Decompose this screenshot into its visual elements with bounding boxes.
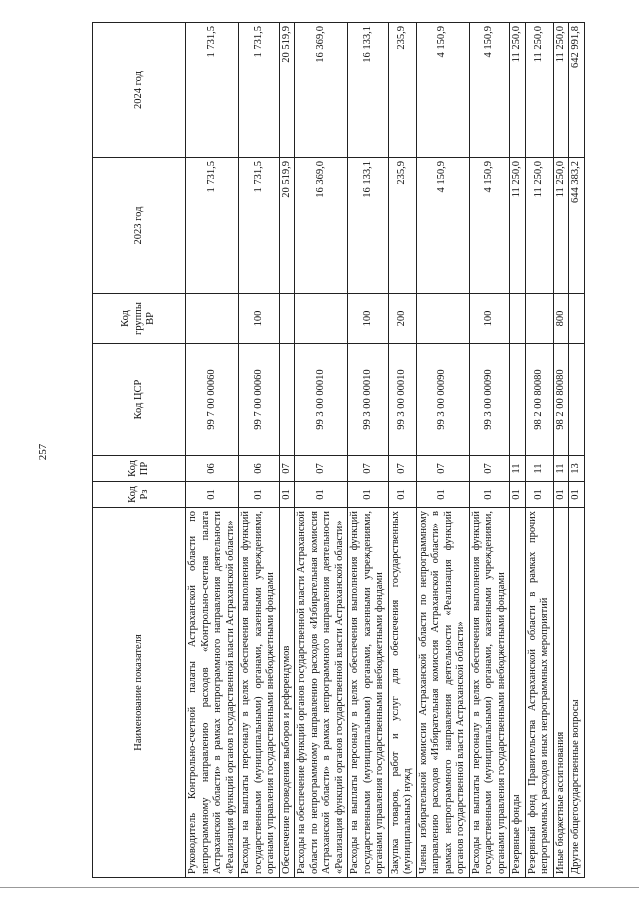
cell-name: Обеспечение проведения выборов и референдумов	[279, 508, 295, 878]
cell-y2023: 1 731,5	[239, 158, 280, 294]
table-row	[348, 23, 389, 878]
cell-y2023: 644 383,2	[569, 158, 585, 294]
cell-y2023: 20 519,9	[279, 158, 295, 294]
header-name: Наименование показателя	[93, 508, 186, 878]
cell-vr: 100	[469, 294, 510, 344]
cell-rz: 01	[553, 482, 569, 508]
cell-y2023: 4 150,9	[469, 158, 510, 294]
budget-table	[92, 22, 585, 878]
table-row	[416, 23, 469, 878]
cell-vr: 100	[348, 294, 389, 344]
cell-csr: 99 3 00 00090	[416, 344, 469, 456]
cell-name: Резервный фонд Правительства Астраханской области в рамках прочих непрограммных расходов иных непрограммных мероприятий	[525, 508, 553, 878]
cell-pr: 07	[279, 456, 295, 482]
cell-name: Руководитель Контрольно-счетной палаты Астраханской области по непрограммному направлению расходов «Контрольно-счетная палата Астраханской области» в рамках непрограммного направления деятельности «Реализация функций органов государственной власти Астраханской области»	[186, 508, 239, 878]
table-row	[186, 23, 239, 878]
cell-csr: 99 3 00 00090	[469, 344, 510, 456]
cell-csr: 98 2 00 80080	[525, 344, 553, 456]
header-vr: Код группы ВР	[93, 294, 186, 344]
cell-pr: 11	[553, 456, 569, 482]
cell-y2024: 4 150,9	[416, 23, 469, 158]
cell-csr: 99 3 00 00010	[388, 344, 416, 456]
cell-y2024: 16 369,0	[295, 23, 348, 158]
cell-csr: 99 3 00 00010	[348, 344, 389, 456]
cell-name: Резервные фонды	[510, 508, 526, 878]
cell-rz: 01	[239, 482, 280, 508]
cell-y2023: 16 369,0	[295, 158, 348, 294]
cell-rz: 01	[279, 482, 295, 508]
table-row	[569, 23, 585, 878]
cell-pr: 06	[239, 456, 280, 482]
rotated-table-container	[92, 23, 581, 878]
table-row	[388, 23, 416, 878]
cell-vr	[295, 294, 348, 344]
header-2023: 2023 год	[93, 158, 186, 294]
cell-y2023: 11 250,0	[553, 158, 569, 294]
bottom-rule	[0, 887, 639, 888]
cell-rz: 01	[416, 482, 469, 508]
cell-y2024: 11 250,0	[510, 23, 526, 158]
cell-vr	[279, 294, 295, 344]
cell-y2024: 11 250,0	[525, 23, 553, 158]
cell-csr	[569, 344, 585, 456]
cell-rz: 01	[525, 482, 553, 508]
table-row	[239, 23, 280, 878]
header-csr: Код ЦСР	[93, 344, 186, 456]
cell-pr: 07	[348, 456, 389, 482]
cell-y2024: 642 991,8	[569, 23, 585, 158]
cell-pr: 07	[388, 456, 416, 482]
cell-name: Члены избирательной комиссии Астраханской области по непрограммному направлению расходов «Избирательная комиссия Астраханской области» в рамках непрограммного направления деятельности «Реализация функций органов государственной власти Астраханской области»	[416, 508, 469, 878]
cell-rz: 01	[569, 482, 585, 508]
cell-pr: 13	[569, 456, 585, 482]
cell-vr	[525, 294, 553, 344]
cell-name: Расходы на выплаты персоналу в целях обеспечения выполнения функций государственными (муниципальными) органами, казенными учреждениями, органами управления государственными внебюджетными фондами	[348, 508, 389, 878]
header-2024: 2024 год	[93, 23, 186, 158]
cell-csr: 99 7 00 00060	[186, 344, 239, 456]
cell-rz: 01	[186, 482, 239, 508]
cell-vr: 100	[239, 294, 280, 344]
cell-y2024: 235,9	[388, 23, 416, 158]
table-row	[510, 23, 526, 878]
cell-y2024: 11 250,0	[553, 23, 569, 158]
cell-y2023: 11 250,0	[510, 158, 526, 294]
cell-rz: 01	[510, 482, 526, 508]
cell-y2024: 20 519,9	[279, 23, 295, 158]
cell-name: Расходы на выплаты персоналу в целях обеспечения выполнения функций государственными (муниципальными) органами, казенными учреждениями, органами управления государственными внебюджетными фондами	[469, 508, 510, 878]
cell-csr: 99 7 00 00060	[239, 344, 280, 456]
cell-vr	[569, 294, 585, 344]
cell-y2023: 11 250,0	[525, 158, 553, 294]
cell-y2024: 16 133,1	[348, 23, 389, 158]
header-pr: Код ПР	[93, 456, 186, 482]
cell-pr: 07	[469, 456, 510, 482]
header-rz: Код Рз	[93, 482, 186, 508]
table-row	[469, 23, 510, 878]
header-row	[93, 23, 186, 878]
cell-rz: 01	[295, 482, 348, 508]
cell-y2023: 235,9	[388, 158, 416, 294]
cell-y2023: 1 731,5	[186, 158, 239, 294]
cell-vr	[416, 294, 469, 344]
cell-name: Расходы на обеспечение функций органов государственной власти Астраханской области по непрограммному направлению расходов «Избирательная комиссия Астраханской области» в рамках непрограммного направления деятельности «Реализация функций органов государственной власти Астраханской области»	[295, 508, 348, 878]
cell-vr: 800	[553, 294, 569, 344]
cell-rz: 01	[388, 482, 416, 508]
cell-csr	[510, 344, 526, 456]
cell-vr	[510, 294, 526, 344]
cell-name: Закупка товаров, работ и услуг для обеспечения государственных (муниципальных) нужд	[388, 508, 416, 878]
cell-vr: 200	[388, 294, 416, 344]
cell-rz: 01	[469, 482, 510, 508]
page-number: 257	[37, 443, 49, 461]
cell-pr: 07	[295, 456, 348, 482]
cell-csr: 98 2 00 80080	[553, 344, 569, 456]
cell-y2024: 1 731,5	[239, 23, 280, 158]
cell-name: Иные бюджетные ассигнования	[553, 508, 569, 878]
cell-pr: 06	[186, 456, 239, 482]
table-row	[279, 23, 295, 878]
cell-y2024: 1 731,5	[186, 23, 239, 158]
cell-y2023: 16 133,1	[348, 158, 389, 294]
table-row	[295, 23, 348, 878]
cell-name: Расходы на выплаты персоналу в целях обеспечения выполнения функций государственными (муниципальными) органами, казенными учреждениями, органами управления государственными внебюджетными фондами	[239, 508, 280, 878]
cell-rz: 01	[348, 482, 389, 508]
cell-y2024: 4 150,9	[469, 23, 510, 158]
cell-y2023: 4 150,9	[416, 158, 469, 294]
cell-csr	[279, 344, 295, 456]
cell-pr: 07	[416, 456, 469, 482]
cell-pr: 11	[510, 456, 526, 482]
cell-pr: 11	[525, 456, 553, 482]
table-row	[525, 23, 553, 878]
cell-name: Другие общегосударственные вопросы	[569, 508, 585, 878]
table-row	[553, 23, 569, 878]
cell-csr: 99 3 00 00010	[295, 344, 348, 456]
cell-vr	[186, 294, 239, 344]
